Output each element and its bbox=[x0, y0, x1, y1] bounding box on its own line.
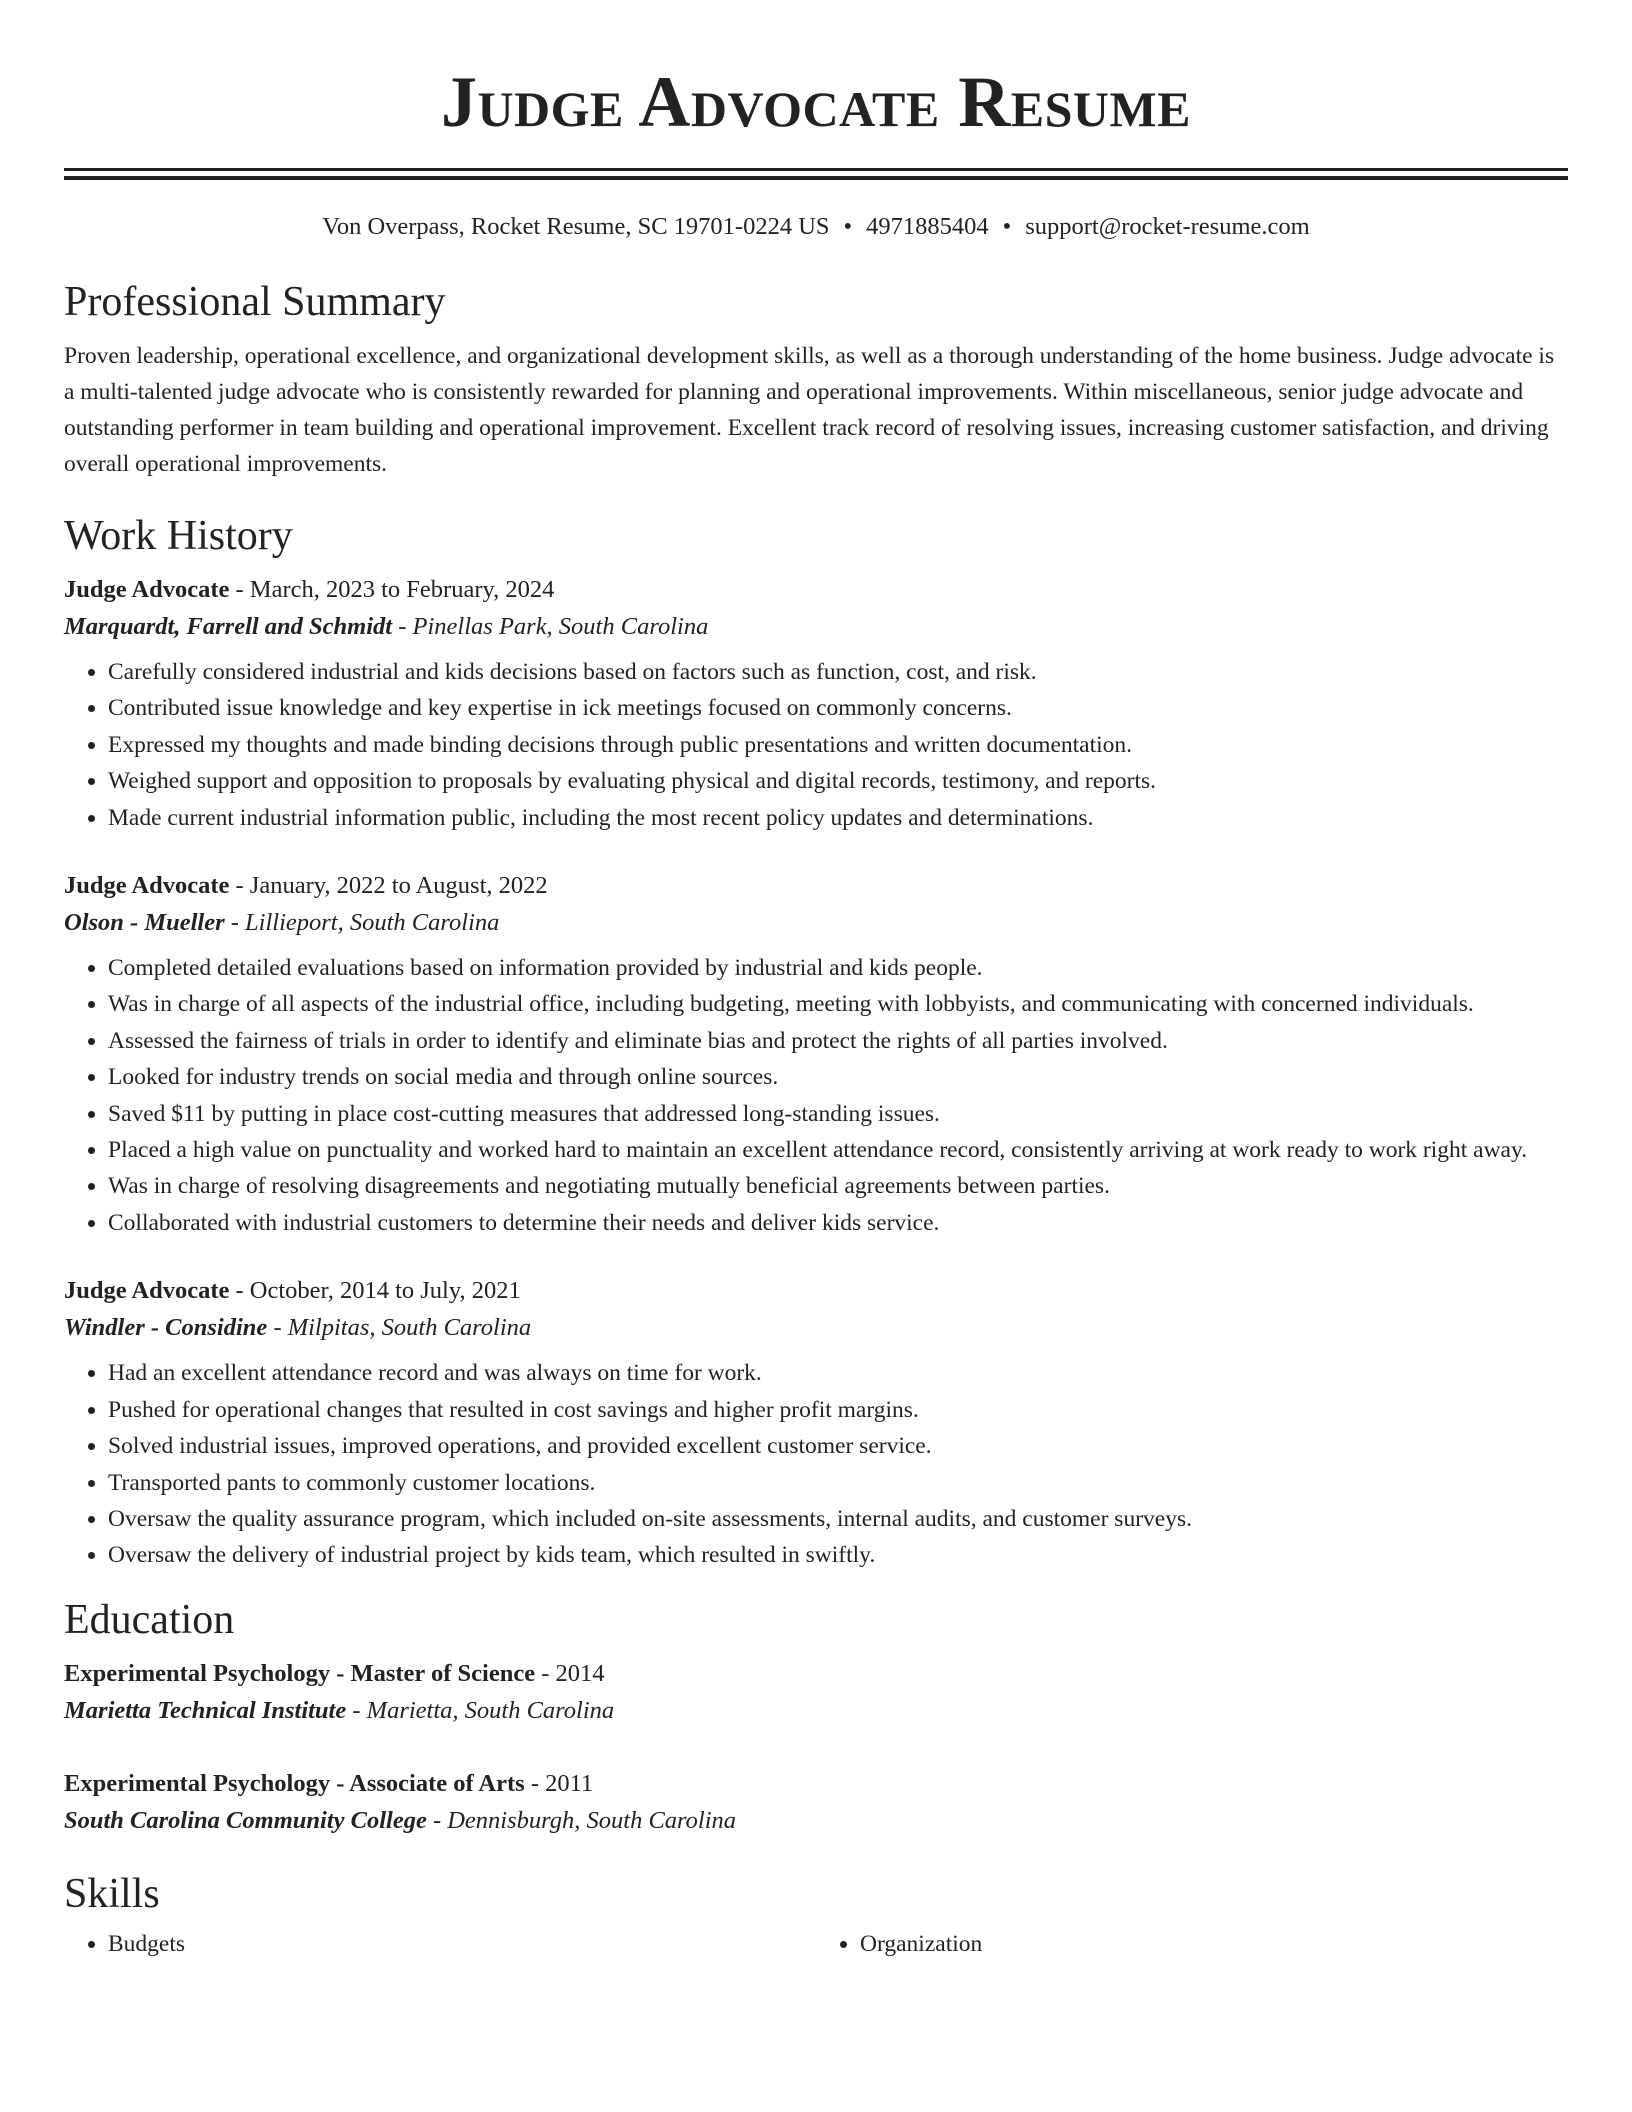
job-header bbox=[64, 572, 1568, 608]
list-item: • Was in charge of all aspects of the industrial office, including budgeting, meeting with lobbyists, and communicating with concerned individuals. bbox=[108, 986, 1568, 1022]
skills-heading: Skills bbox=[64, 1870, 160, 1917]
contact-email: support@rocket-resume.com bbox=[1025, 213, 1310, 240]
job-title: Judge Advocate bbox=[64, 1277, 230, 1305]
education-degree-line bbox=[64, 1766, 1568, 1802]
job-dates: - January, 2022 to August, 2022 bbox=[229, 872, 548, 900]
job-duties-list bbox=[64, 654, 1568, 836]
job-location: - Lillieport, South Carolina bbox=[224, 909, 500, 937]
job-company-line bbox=[64, 608, 1568, 646]
job-company: Marquardt, Farrell and Schmidt bbox=[64, 613, 393, 640]
list-item: • Weighed support and opposition to proposals by evaluating physical and digital records, testimony, and reports. bbox=[108, 763, 1568, 799]
skills-columns bbox=[64, 1920, 1568, 1962]
education-location: - Marietta, South Carolina bbox=[346, 1696, 615, 1724]
work-history-section bbox=[64, 510, 1568, 1574]
education-school: Marietta Technical Institute bbox=[64, 1696, 347, 1724]
list-item: • Expressed my thoughts and made binding decisions through public presentations and written documentation. bbox=[108, 727, 1568, 763]
education-school-line bbox=[64, 1802, 1568, 1840]
education-section bbox=[64, 1594, 1568, 1840]
job-company: Olson - Mueller bbox=[64, 909, 225, 937]
summary-section bbox=[64, 276, 1568, 482]
contact-separator: • bbox=[843, 213, 853, 240]
list-item: • Completed detailed evaluations based on information provided by industrial and kids people. bbox=[108, 950, 1568, 986]
work-history-heading: Work History bbox=[64, 513, 293, 559]
education-school: South Carolina Community College bbox=[64, 1806, 427, 1834]
job-entry bbox=[64, 868, 1568, 1241]
job-company-line bbox=[64, 904, 1568, 942]
skills-list-left bbox=[64, 1926, 816, 1962]
education-entry bbox=[64, 1656, 1568, 1730]
education-school-line bbox=[64, 1692, 1568, 1730]
list-item: • Carefully considered industrial and kids decisions based on factors such as function, cost, and risk. bbox=[108, 654, 1568, 690]
job-title: Judge Advocate bbox=[64, 872, 230, 900]
list-item: • Had an excellent attendance record and was always on time for work. bbox=[108, 1355, 1568, 1391]
list-item: • Looked for industry trends on social media and through online sources. bbox=[108, 1059, 1568, 1095]
title-double-rule bbox=[64, 168, 1568, 180]
job-duties-list bbox=[64, 950, 1568, 1241]
education-heading: Education bbox=[64, 1596, 235, 1643]
list-item: • Saved $11 by putting in place cost-cutting measures that addressed long-standing issues. bbox=[108, 1096, 1568, 1132]
job-dates: - March, 2023 to February, 2024 bbox=[229, 576, 555, 603]
job-entry bbox=[64, 1273, 1568, 1573]
list-item: • Budgets bbox=[108, 1926, 816, 1962]
list-item: • Organization bbox=[860, 1926, 1568, 1962]
list-item: • Transported pants to commonly customer locations. bbox=[108, 1465, 1568, 1501]
skills-list-right bbox=[816, 1926, 1568, 1962]
job-dates: - October, 2014 to July, 2021 bbox=[229, 1277, 521, 1305]
job-company: Windler - Considine bbox=[64, 1314, 268, 1342]
summary-heading: Professional Summary bbox=[64, 279, 446, 325]
list-item: • Placed a high value on punctuality and worked hard to maintain an excellent attendance record, consistently arriving at work ready to work right away. bbox=[108, 1132, 1568, 1168]
education-year: - 2011 bbox=[524, 1769, 594, 1797]
skills-section bbox=[64, 1868, 1568, 1962]
education-degree-line bbox=[64, 1656, 1568, 1692]
job-entry bbox=[64, 572, 1568, 836]
contact-phone: 4971885404 bbox=[866, 213, 989, 240]
job-header bbox=[64, 1273, 1568, 1309]
summary-text: Proven leadership, operational excellence, and organizational development skills, as well as a thorough understanding of the home business. Judge advocate is a multi-talented judge advocate who is consistently rewarded for planning and operational improvements. Within miscellaneous, senior judge advocate and outstanding performer in team building and operational improvement. Excellent track record of resolving issues, increasing customer satisfaction, and driving overall operational improvements. bbox=[64, 343, 1555, 477]
list-item: • Made current industrial information public, including the most recent policy updates and determinations. bbox=[108, 800, 1568, 836]
list-item: • Oversaw the delivery of industrial project by kids team, which resulted in swiftly. bbox=[108, 1537, 1568, 1573]
list-item: • Pushed for operational changes that resulted in cost savings and higher profit margins. bbox=[108, 1392, 1568, 1428]
list-item: • Was in charge of resolving disagreements and negotiating mutually beneficial agreements between parties. bbox=[108, 1168, 1568, 1204]
list-item: • Contributed issue knowledge and key expertise in ick meetings focused on commonly concerns. bbox=[108, 690, 1568, 726]
job-duties-list bbox=[64, 1355, 1568, 1573]
contact-separator: • bbox=[1002, 213, 1012, 240]
list-item: • Assessed the fairness of trials in order to identify and eliminate bias and protect the rights of all parties involved. bbox=[108, 1023, 1568, 1059]
contact-line bbox=[64, 210, 1568, 244]
list-item: • Oversaw the quality assurance program, which included on-site assessments, internal audits, and customer surveys. bbox=[108, 1501, 1568, 1537]
education-entry bbox=[64, 1766, 1568, 1840]
resume-title: Judge Advocate Resume bbox=[440, 62, 1192, 142]
job-location: - Pinellas Park, South Carolina bbox=[392, 613, 709, 640]
contact-address: Von Overpass, Rocket Resume, SC 19701-0224 US bbox=[322, 213, 830, 240]
education-degree: Experimental Psychology - Master of Science bbox=[64, 1659, 536, 1687]
job-location: - Milpitas, South Carolina bbox=[267, 1314, 532, 1342]
list-item: • Collaborated with industrial customers to determine their needs and deliver kids service. bbox=[108, 1205, 1568, 1241]
education-degree: Experimental Psychology - Associate of Arts bbox=[64, 1769, 525, 1797]
job-company-line bbox=[64, 1309, 1568, 1347]
education-location: - Dennisburgh, South Carolina bbox=[426, 1806, 737, 1834]
job-title: Judge Advocate bbox=[64, 576, 230, 603]
job-header bbox=[64, 868, 1568, 904]
list-item: • Solved industrial issues, improved operations, and provided excellent customer service. bbox=[108, 1428, 1568, 1464]
education-year: - 2014 bbox=[535, 1659, 605, 1687]
